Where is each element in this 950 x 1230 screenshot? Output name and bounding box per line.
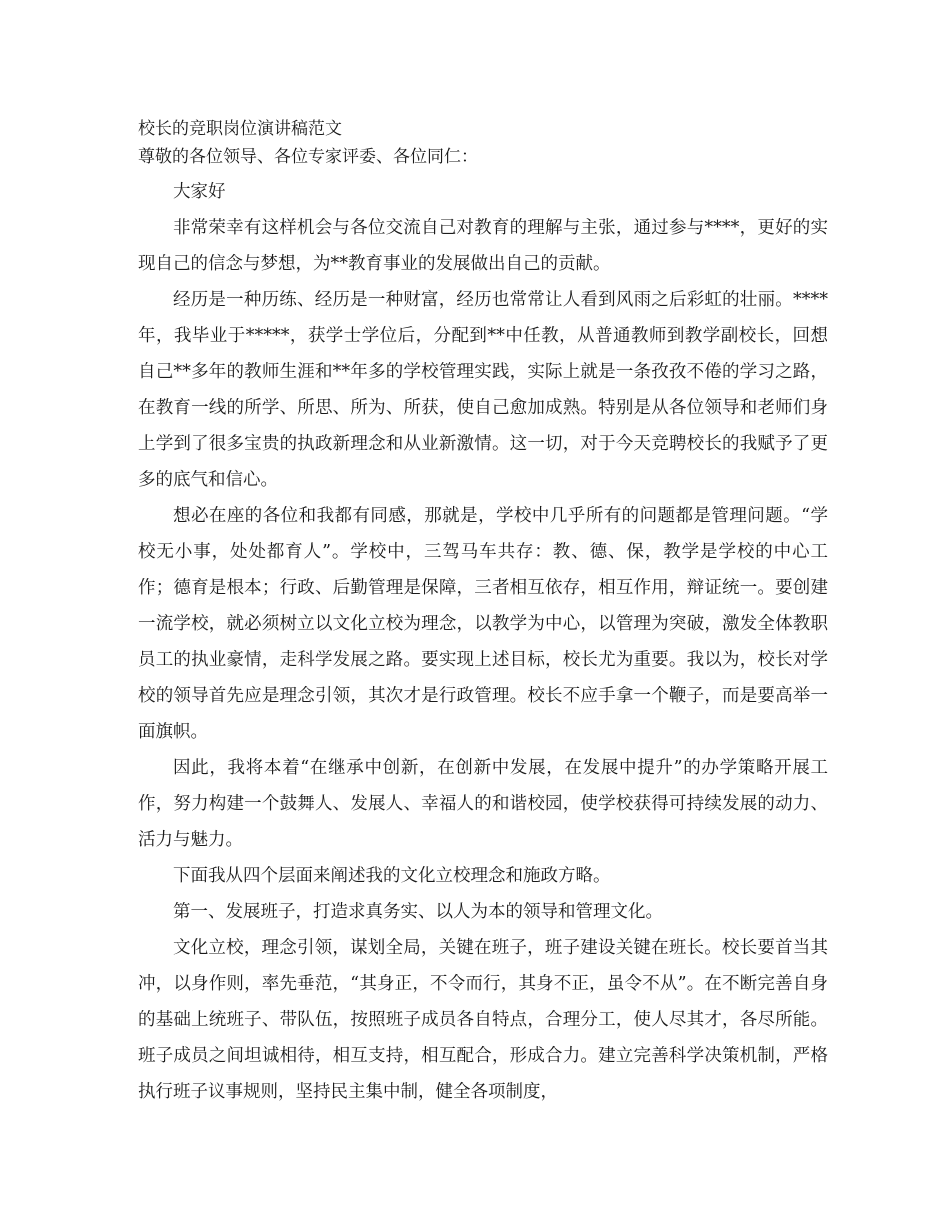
paragraph-3: 想必在座的各位和我都有同感，那就是，学校中几乎所有的问题都是管理问题。“学校无小事，处处都育人”。学校中，三驾马车共存：教、德、保，教学是学校的中心工作；德育是根本；行政、后勤管理是保障，三者相互依存，相互作用，辩证统一。要创建一流学校，就必须树立以文化立校为理念，以教学为中心，以管理为突破，激发全体教职员工的执业豪情，走科学发展之路。要实现上述目标，校长尤为重要。我以为，校长对学校的领导首先应是理念引领，其次才是行政管理。校长不应手拿一个鞭子，而是要高举一面旗帜。: [138, 506, 828, 742]
paragraph-5: 下面我从四个层面来阐述我的文化立校理念和施政方略。: [173, 866, 611, 886]
paragraph-greeting: 大家好: [173, 182, 226, 202]
paragraph-7: 文化立校，理念引领，谋划全局，关键在班子，班子建设关键在班长。校长要首当其冲，以身作则，率先垂范，“其身正，不令而行，其身不正，虽令不从”。在不断完善自身的基础上统班子、带队伍，按照班子成员各自特点，合理分工，使人尽其才，各尽所能。班子成员之间坦诚相待，相互支持，相互配合，形成合力。建立完善科学决策机制，严格执行班子议事规则，坚持民主集中制，健全各项制度，: [138, 938, 828, 1102]
paragraph-2: 经历是一种历练、经历是一种财富，经历也常常让人看到风雨之后彩虹的壮丽。****年，我毕业于*****，获学士学位后，分配到**中任教，从普通教师到教学副校长，回想自己**多年的教师生涯和**年多的学校管理实践，实际上就是一条孜孜不倦的学习之路，在教育一线的所学、所思、所为、所获，使自己愈加成熟。特别是从各位领导和老师们身上学到了很多宝贵的执政新理念和从业新激情。这一切，对于今天竞聘校长的我赋予了更多的底气和信心。: [138, 290, 828, 490]
salutation: 尊敬的各位领导、各位专家评委、各位同仁：: [138, 147, 478, 167]
paragraph-1: 非常荣幸有这样机会与各位交流自己对教育的理解与主张，通过参与****，更好的实现自己的信念与梦想，为**教育事业的发展做出自己的贡献。: [138, 218, 828, 274]
document-title: 校长的竞职岗位演讲稿范文: [138, 119, 342, 139]
paragraph-4: 因此，我将本着“在继承中创新，在创新中发展，在发展中提升”的办学策略开展工作，努力构建一个鼓舞人、发展人、幸福人的和谐校园，使学校获得可持续发展的动力、活力与魅力。: [138, 758, 828, 850]
paragraph-6: 第一、发展班子，打造求真务实、以人为本的领导和管理文化。: [173, 902, 663, 922]
document-page: [138, 116, 828, 1110]
